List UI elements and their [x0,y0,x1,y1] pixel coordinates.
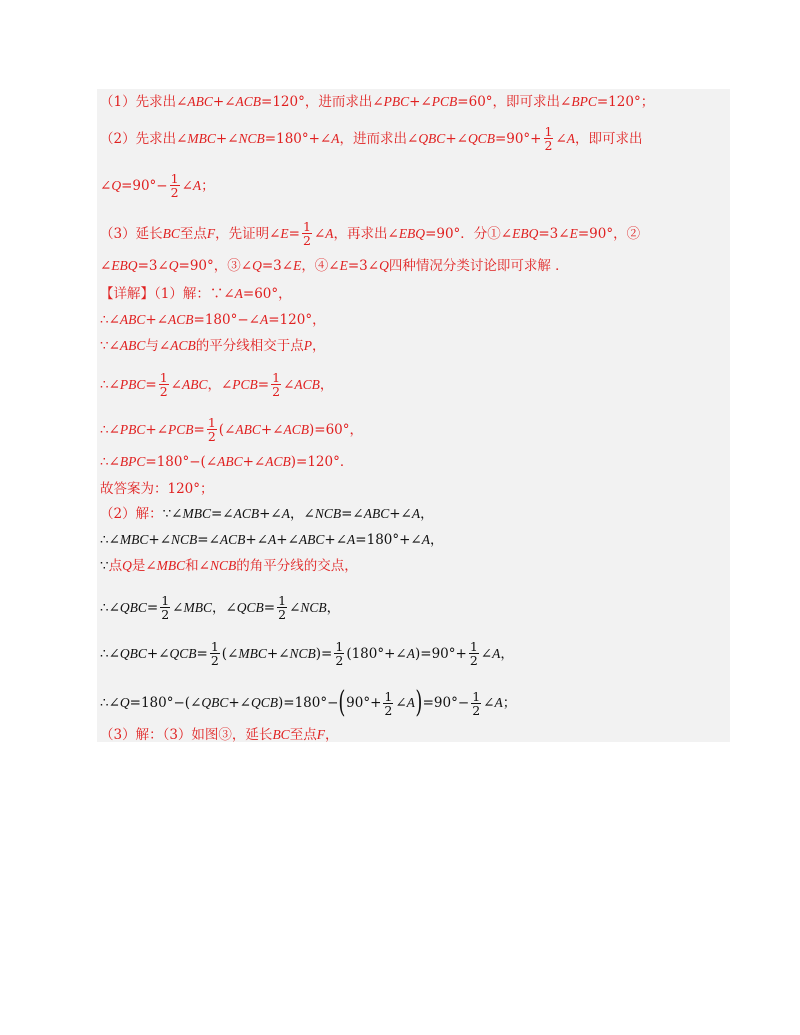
step-2-1: （2）解： ∵∠MBC=∠ACB+∠A，∠NCB=∠ABC+∠A， [100,506,434,522]
step-1-5: ∴∠ BPC =180°−(∠ ABC +∠ ACB )=120°． [100,454,354,470]
hint-line-1: （1）先求出∠ ABC +∠ ACB =120°，进而求出∠ PBC +∠ PCB =60°，即可求出∠ BPC =120°； [100,94,655,110]
step-2-4: ∴∠ QBC = $\frac{1}{2}$ ∠ MBC ，∠ QCB = $\frac{1}{2}$ ∠ NCB ， [100,593,341,622]
step-2-3: ∵ 点Q是∠MBC和∠NCB的角平分线的交点， [100,558,358,574]
hint-line-3: ∠ Q =90°− $\frac{1}{2}$ ∠ A ； [100,171,215,200]
hint-line-2: （2）先求出∠ MBC +∠ NCB =180°+∠ A ，进而求出∠ QBC +∠ QCB =90°+ $\frac{1}{2}$ ∠ A ，即可求出 [100,124,643,153]
step-1-2: ∵∠ ABC 与∠ ACB 的平分线相交于点 P ， [100,338,326,354]
step-1-4: ∴∠ PBC +∠ PCB = $\frac{1}{2}$ (∠ ABC +∠ ACB )=60°， [100,415,364,444]
hint-line-4: （3）延长 BC 至点 F ，先证明∠ E = $\frac{1}{2}$ ∠ A ，再求出∠ EBQ =90°．分①∠ EBQ =3∠ E =90°，② [100,219,641,248]
step-1-3: ∴∠ PBC = $\frac{1}{2}$ ∠ ABC ，∠ PCB = $\frac{1}{2}$ ∠ ACB ， [100,370,334,399]
step-3-1: （3）解：（3）如图③，延长 BC 至点 F ， [100,727,339,743]
step-1-1: ∴∠ ABC +∠ ACB =180°−∠ A =120°， [100,312,326,328]
step-2-5: ∴∠ QBC +∠ QCB = $\frac{1}{2}$ (∠ MBC +∠ NCB )= $\frac{1}{2}$ (180°+∠ A )=90°+ $\frac{1}{2}$ ∠ A ， [100,639,514,668]
detail-header: 【详解】（1）解：∵∠ A =60°， [100,286,292,302]
answer-1: 故答案为：120°； [100,481,214,497]
step-2-6: ∴∠ Q =180°−(∠ QBC +∠ QCB )=180°− ( 90°+ $\frac{1}{2}$ ∠ A ) =90°− $\frac{1}{2}$ ∠ A ； [100,685,517,720]
step-2-2: ∴∠ MBC +∠ NCB =∠ ACB +∠ A +∠ ABC +∠ A =180°+∠ A ， [100,532,444,548]
hint-line-5: ∠ EBQ =3∠ Q =90°，③∠ Q =3∠ E ，④∠ E =3∠ Q 四种情况分类讨论即可求解 ． [100,258,569,274]
